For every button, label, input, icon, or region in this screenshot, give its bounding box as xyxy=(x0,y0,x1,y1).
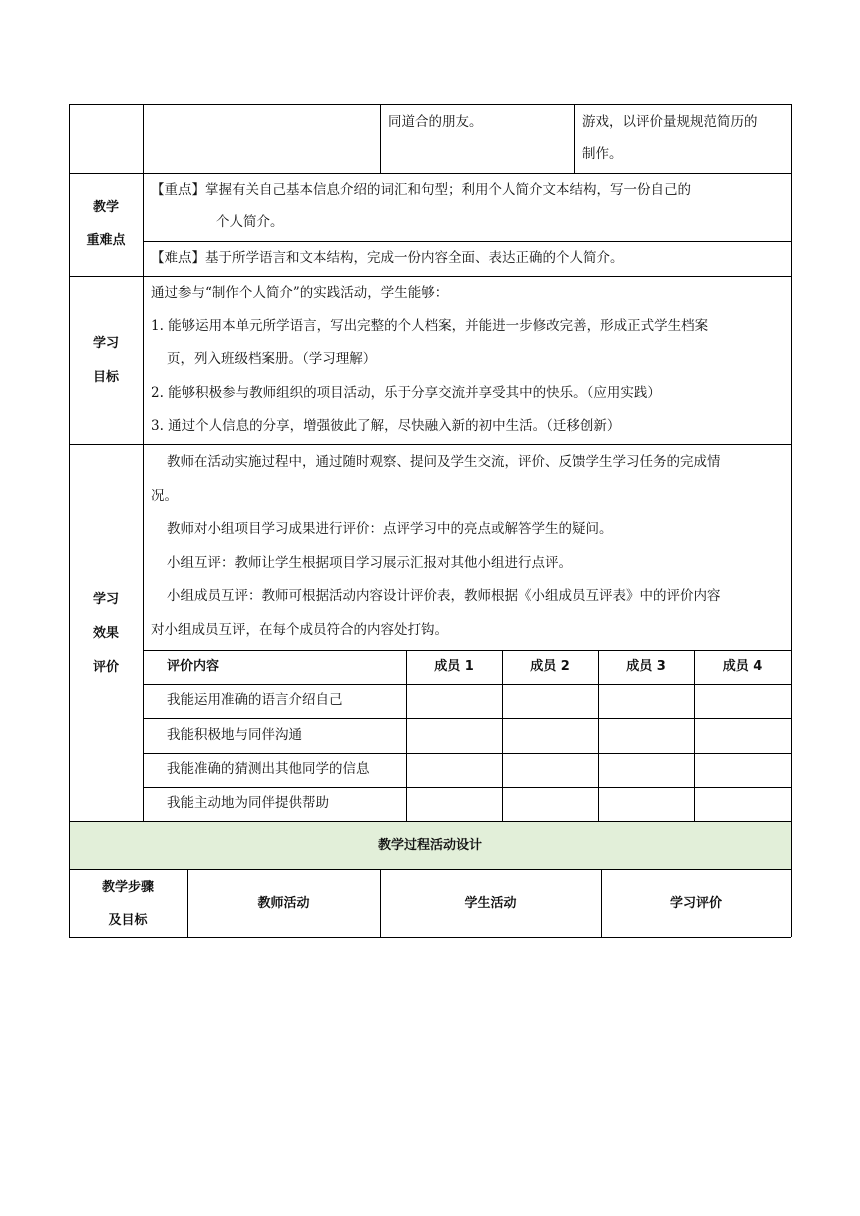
table-border xyxy=(69,937,791,938)
peer-table-header: 成员 4 xyxy=(722,659,763,674)
evaluation-label: 学习 xyxy=(92,592,119,607)
table-border xyxy=(69,444,791,445)
focus-text: 【重点】掌握有关自己基本信息介绍的词汇和句型；利用个人简介文本结构，写一份自己的 xyxy=(151,182,691,198)
table-border xyxy=(69,276,791,277)
peer-table-header: 成员 1 xyxy=(434,659,474,674)
process-col-steps: 教学步骤 xyxy=(101,880,154,895)
evaluation-paragraph: 教师在活动实施过程中，通过随时观察、提问及学生交流，评价、反馈学生学习任务的完成情 xyxy=(167,454,721,470)
evaluation-paragraph: 小组成员互评：教师可根据活动内容设计评价表，教师根据《小组成员互评表》中的评价内容 xyxy=(167,588,721,604)
table-border xyxy=(598,650,599,821)
peer-table-header: 成员 3 xyxy=(626,659,666,674)
top-row-col4-line1: 游戏，以评价量规规范简历的 xyxy=(582,114,758,130)
objectives-intro: 通过参与“制作个人简介”的实践活动，学生能够： xyxy=(151,285,449,301)
table-border xyxy=(69,104,791,105)
process-col-student: 学生活动 xyxy=(464,896,517,911)
evaluation-label: 评价 xyxy=(92,660,119,675)
process-col-assessment: 学习评价 xyxy=(669,896,722,911)
objectives-label: 学习 xyxy=(92,336,119,351)
process-banner-title: 教学过程活动设计 xyxy=(377,838,482,853)
peer-table-header: 评价内容 xyxy=(167,659,220,674)
process-col-teacher: 教师活动 xyxy=(257,896,310,911)
table-border xyxy=(406,650,407,821)
table-border xyxy=(143,241,791,242)
key-points-label: 教学 xyxy=(92,200,119,215)
peer-table-row: 我能运用准确的语言介绍自己 xyxy=(167,692,343,708)
table-border xyxy=(574,104,575,173)
table-border xyxy=(502,650,503,821)
difficulty-text: 【难点】基于所学语言和文本结构，完成一份内容全面、表达正确的个人简介。 xyxy=(151,250,624,266)
table-border xyxy=(69,821,791,822)
peer-table-header: 成员 2 xyxy=(530,659,570,674)
process-col-steps: 及目标 xyxy=(108,913,148,928)
evaluation-paragraph: 对小组成员互评，在每个成员符合的内容处打钩。 xyxy=(151,622,448,638)
key-points-label: 重难点 xyxy=(86,233,126,248)
peer-table-row: 我能主动地为同伴提供帮助 xyxy=(167,795,329,811)
table-border xyxy=(694,650,695,821)
evaluation-paragraph: 况。 xyxy=(151,488,178,504)
focus-text: 个人简介。 xyxy=(216,214,284,230)
table-border xyxy=(791,104,792,937)
peer-table-row: 我能积极地与同伴沟通 xyxy=(167,727,302,743)
top-row-col4-line2: 制作。 xyxy=(582,146,623,162)
peer-table-row: 我能准确的猜测出其他同学的信息 xyxy=(167,761,370,777)
objective-item: 3. 通过个人信息的分享，增强彼此了解，尽快融入新的初中生活。（迁移创新） xyxy=(151,418,621,434)
objective-item: 页，列入班级档案册。（学习理解） xyxy=(167,351,377,367)
table-border xyxy=(380,104,381,173)
table-border xyxy=(69,869,791,870)
top-row-col3-text: 同道合的朋友。 xyxy=(388,114,483,130)
evaluation-paragraph: 教师对小组项目学习成果进行评价：点评学习中的亮点或解答学生的疑问。 xyxy=(167,521,613,537)
table-border xyxy=(69,173,791,174)
objective-item: 2. 能够积极参与教师组织的项目活动，乐于分享交流并享受其中的快乐。（应用实践） xyxy=(151,385,661,401)
objective-item: 1. 能够运用本单元所学语言，写出完整的个人档案，并能进一步修改完善，形成正式学生档案 xyxy=(151,318,709,334)
objectives-label: 目标 xyxy=(92,370,119,385)
table-border xyxy=(143,104,144,821)
evaluation-label: 效果 xyxy=(92,626,119,641)
evaluation-paragraph: 小组互评：教师让学生根据项目学习展示汇报对其他小组进行点评。 xyxy=(167,555,572,571)
table-border xyxy=(69,104,70,937)
